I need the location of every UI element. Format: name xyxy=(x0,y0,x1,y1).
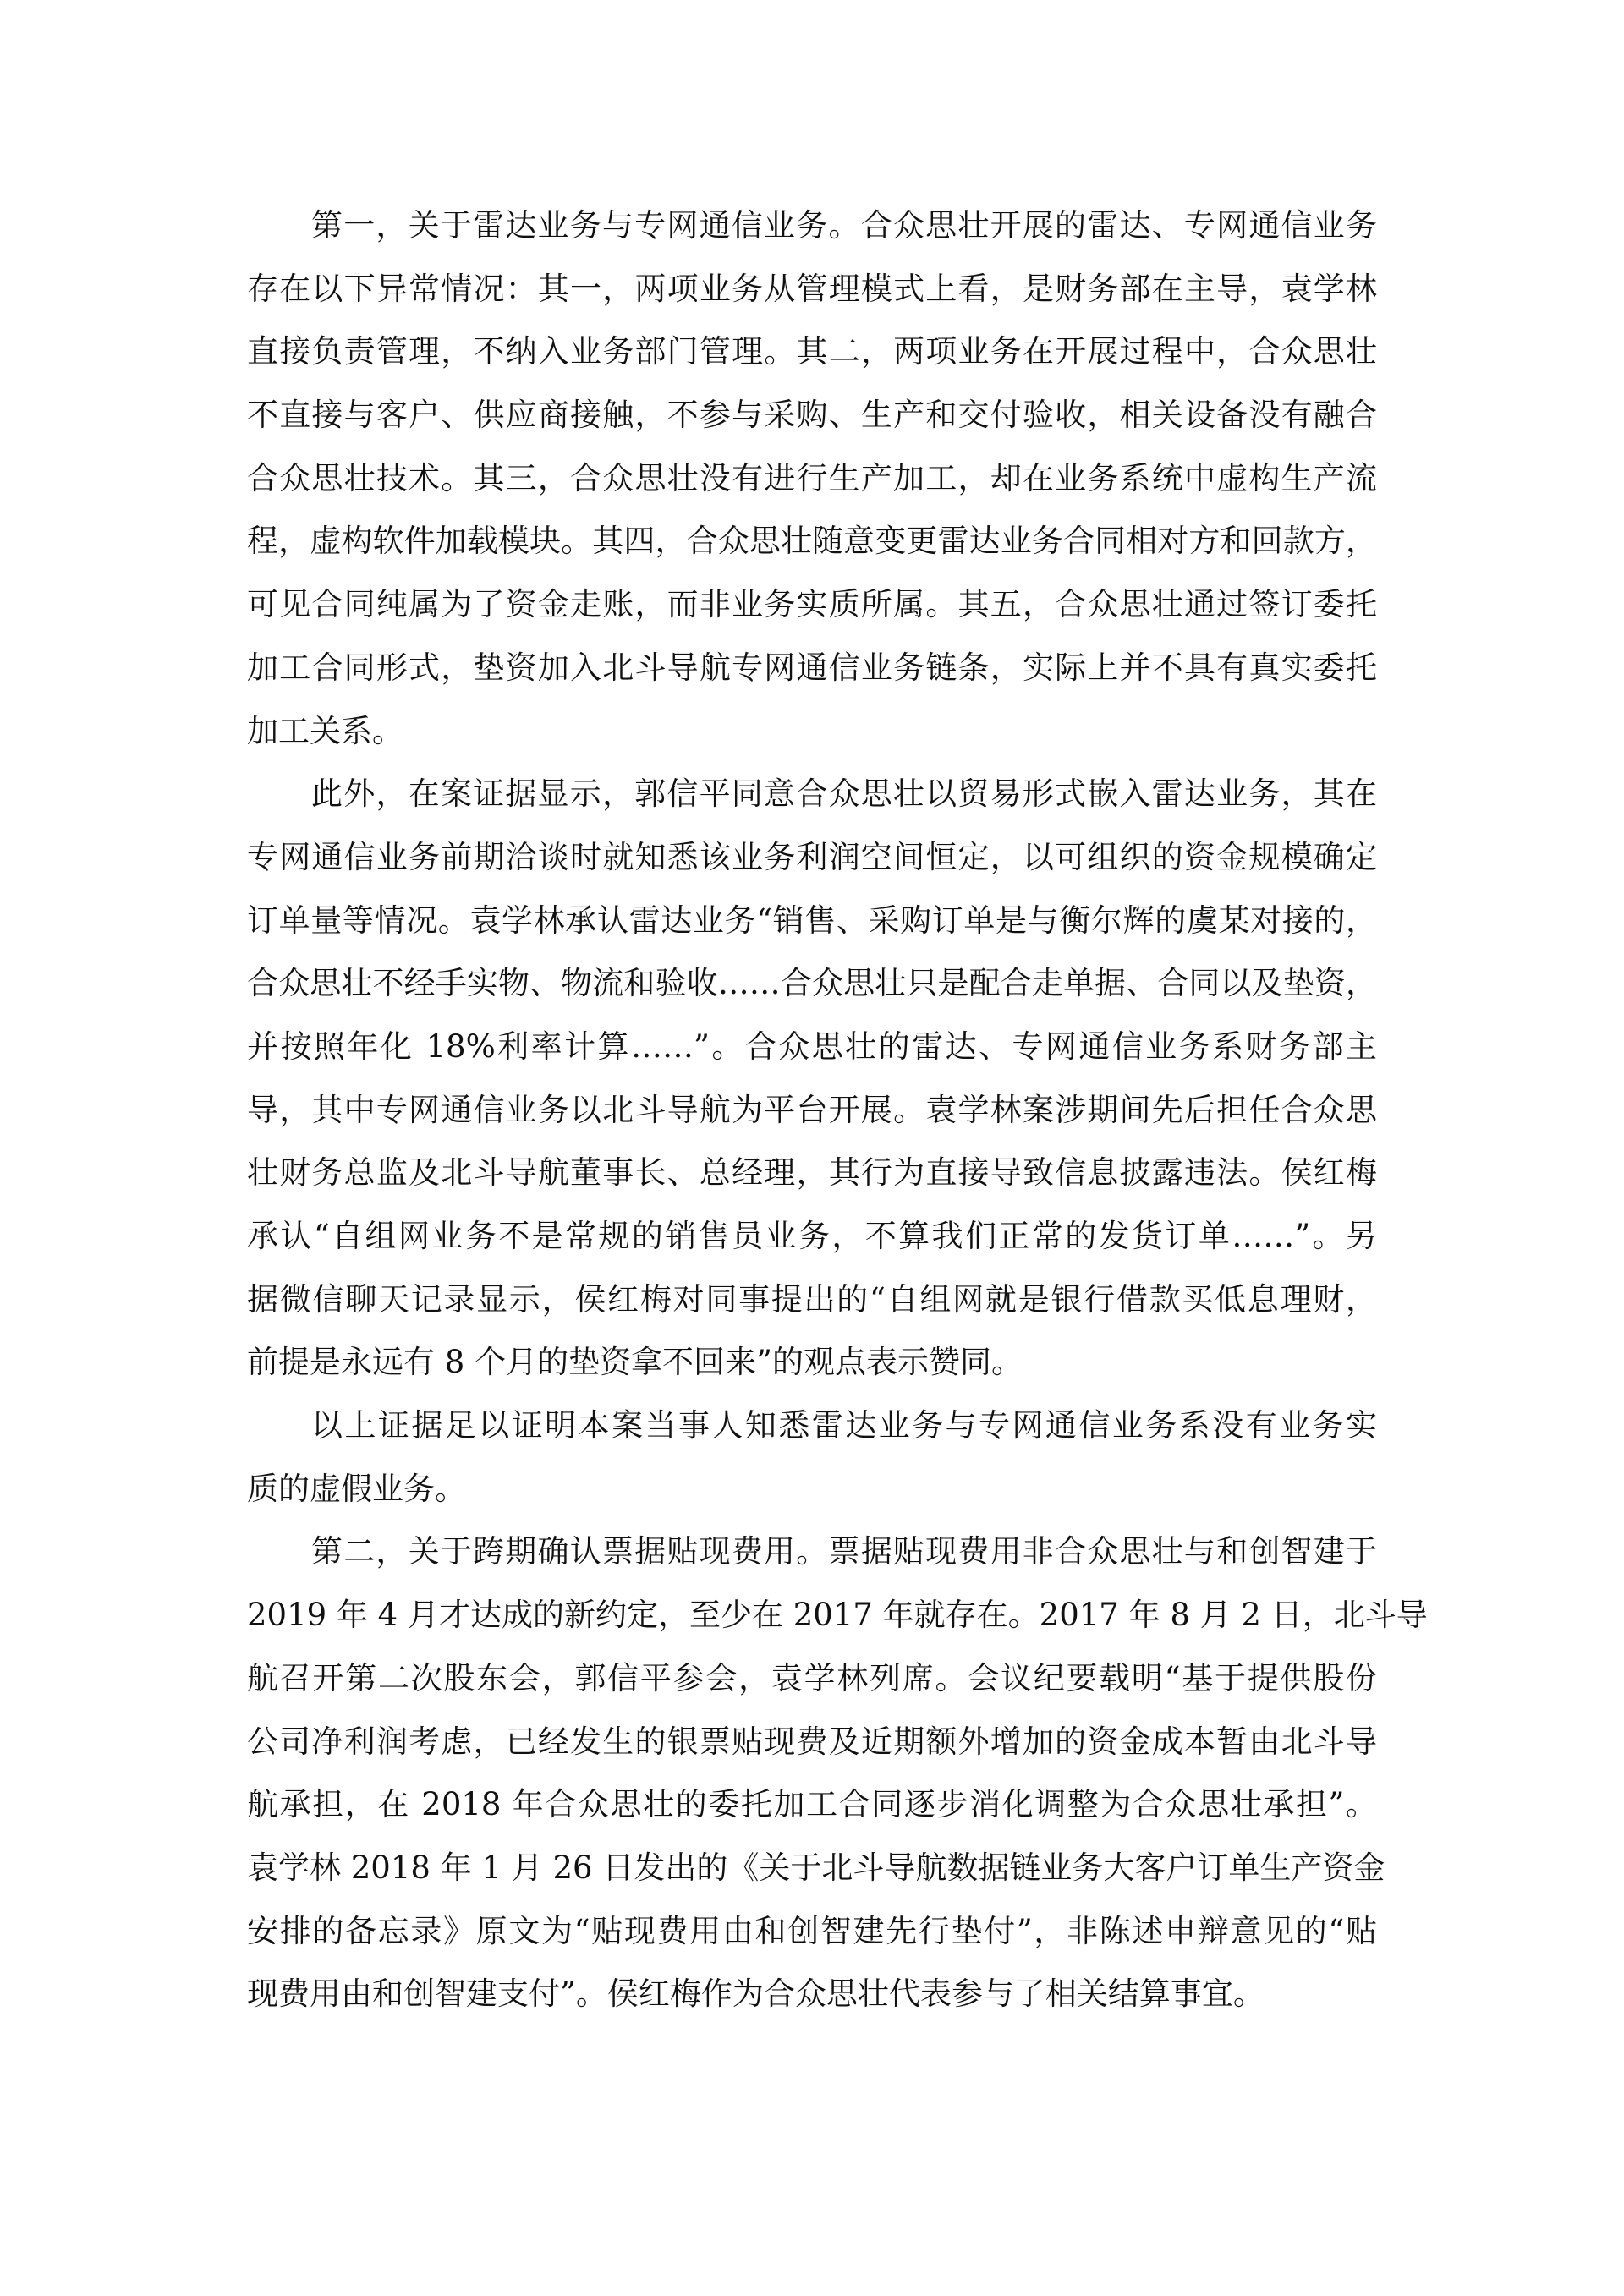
text-line: 安排的备忘录》原文为“贴现费用由和创智建先行垫付”，非陈述申辩意见的“贴 xyxy=(247,1912,1377,1949)
text-line: 航召开第二次股东会，郭信平参会，袁学林列席。会议纪要载明“基于提供股份 xyxy=(247,1659,1377,1696)
text-line: 质的虚假业务。 xyxy=(247,1470,466,1507)
text-line: 现费用由和创智建支付”。侯红梅作为合众思壮代表参与了相关结算事宜。 xyxy=(247,1975,1265,2013)
text-line: 可见合同纯属为了资金走账，而非业务实质所属。其五，合众思壮通过签订委托 xyxy=(247,586,1377,623)
paragraph-conclusion xyxy=(247,1395,1377,1521)
text-line: 第一，关于雷达业务与专网通信业务。合众思壮开展的雷达、专网通信业务 xyxy=(311,207,1377,244)
text-line: 加工合同形式，垫资加入北斗导航专网通信业务链条，实际上并不具有真实委托 xyxy=(247,649,1377,686)
paragraph-radar-private-network-business xyxy=(247,195,1377,763)
text-line: 不直接与客户、供应商接触，不参与采购、生产和交付验收，相关设备没有融合 xyxy=(247,397,1377,434)
text-line: 加工关系。 xyxy=(247,712,403,749)
paragraph-evidence xyxy=(247,763,1377,1395)
text-line: 程，虚构软件加载模块。其四，合众思壮随意变更雷达业务合同相对方和回款方， xyxy=(247,523,1377,560)
text-line: 导，其中专网通信业务以北斗导航为平台开展。袁学林案涉期间先后担任合众思 xyxy=(247,1091,1377,1128)
text-line: 据微信聊天记录显示，侯红梅对同事提出的“自组网就是银行借款买低息理财， xyxy=(247,1280,1377,1318)
text-line: 航承担，在 2018 年合众思壮的委托加工合同逐步消化调整为合众思壮承担”。 xyxy=(247,1786,1377,1823)
text-line: 壮财务总监及北斗导航董事长、总经理，其行为直接导致信息披露违法。侯红梅 xyxy=(247,1154,1377,1192)
text-line: 此外，在案证据显示，郭信平同意合众思壮以贸易形式嵌入雷达业务，其在 xyxy=(311,775,1377,813)
text-line: 公司净利润考虑，已经发生的银票贴现费及近期额外增加的资金成本暂由北斗导 xyxy=(247,1723,1377,1760)
text-line: 订单量等情况。袁学林承认雷达业务“销售、采购订单是与衡尔辉的虞某对接的， xyxy=(247,901,1377,939)
text-line: 直接负责管理，不纳入业务部门管理。其二，两项业务在开展过程中，合众思壮 xyxy=(247,333,1377,370)
text-line: 第二，关于跨期确认票据贴现费用。票据贴现费用非合众思壮与和创智建于 xyxy=(311,1533,1377,1570)
text-line: 承认“自组网业务不是常规的销售员业务，不算我们正常的发货订单……”。另 xyxy=(247,1218,1377,1254)
text-line: 合众思壮技术。其三，合众思壮没有进行生产加工，却在业务系统中虚构生产流 xyxy=(247,459,1377,496)
text-line: 以上证据足以证明本案当事人知悉雷达业务与专网通信业务系没有业务实 xyxy=(311,1407,1377,1444)
text-line: 2019 年 4 月才达成的新约定，至少在 2017 年就存在。2017 年 8 月 2 日，北斗导 xyxy=(247,1597,1428,1634)
document-body xyxy=(247,195,1428,2026)
text-line: 专网通信业务前期洽谈时就知悉该业务利润空间恒定，以可组织的资金规模确定 xyxy=(247,838,1377,875)
text-line: 前提是永远有 8 个月的垫资拿不回来”的观点表示赞同。 xyxy=(247,1344,1023,1381)
text-line: 袁学林 2018 年 1 月 26 日发出的《关于北斗导航数据链业务大客户订单生产资金 xyxy=(247,1849,1385,1886)
text-line: 存在以下异常情况：其一，两项业务从管理模式上看，是财务部在主导，袁学林 xyxy=(247,270,1377,307)
text-line: 并按照年化 18%利率计算……”。合众思壮的雷达、专网通信业务系财务部主 xyxy=(247,1027,1377,1065)
paragraph-bill-discount-fees xyxy=(247,1521,1428,2026)
text-line: 合众思壮不经手实物、物流和验收……合众思壮只是配合走单据、合同以及垫资， xyxy=(247,965,1377,1002)
